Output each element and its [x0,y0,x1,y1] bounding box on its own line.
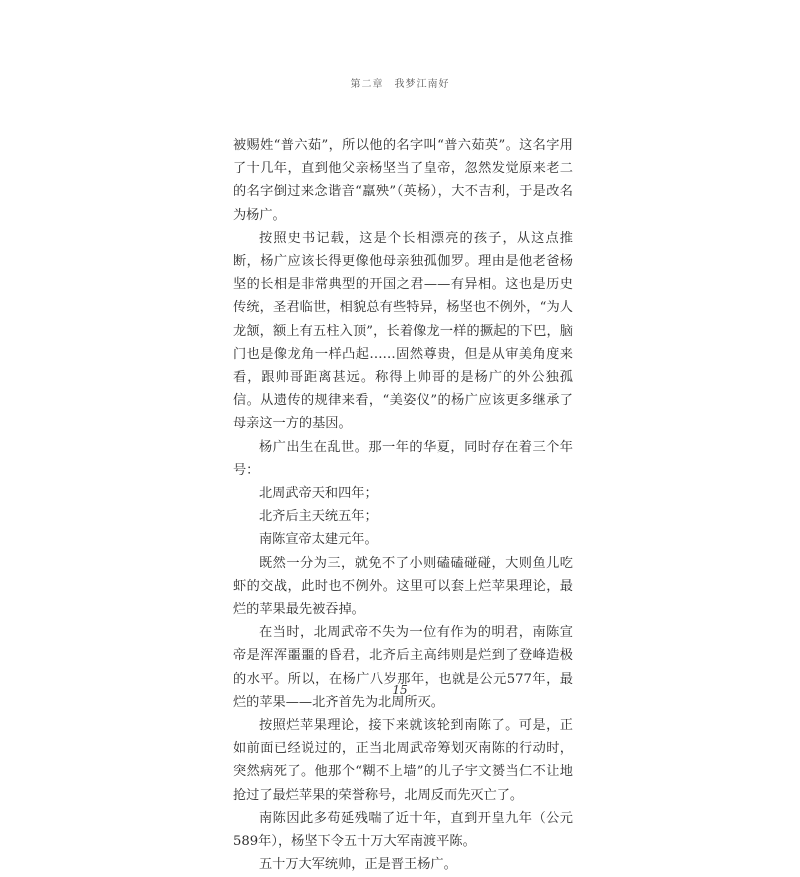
paragraph: 北齐后主天统五年； [259,509,378,525]
paragraph: 按照烂苹果理论，接下来就该轮到南陈了。可是，正如前面已经说过的，正当北周武帝筹划灭南陈的行动时，突然病死了。他那个“糊不上墙”的儿子宇文赟当仁不让地抢过了最烂苹果的荣誉称号，北周反而先灭亡了。 [233,718,573,803]
paragraph: 按照史书记载，这是个长相漂亮的孩子，从这点推断，杨广应该长得更像他母亲独孤伽罗。理由是他老爸杨坚的长相是非常典型的开国之君——有异相。这也是历史传统，圣君临世，相貌总有些特异，杨坚也不例外，“为人龙颔，额上有五柱入顶”，长着像龙一样的撅起的下巴，脑门也是像龙角一样凸起……固然尊贵，但是从审美角度来看，跟帅哥距离甚远。称得上帅哥的是杨广的外公独孤信。从遗传的规律来看，“美姿仪”的杨广应该更多继承了母亲这一方的基因。 [233,230,573,432]
paragraph: 南陈因此多苟延残喘了近十年，直到开皇九年（公元589年），杨坚下令五十万大军南渡平陈。 [233,810,573,850]
paragraph: 五十万大军统帅，正是晋王杨广。 [259,857,457,873]
paragraph: 杨广出生在乱世。那一年的华夏，同时存在着三个年号： [233,439,573,478]
body-text [233,134,573,877]
paragraph: 在当时，北周武帝不失为一位有作为的明君，南陈宣帝是浑浑噩噩的昏君，北齐后主高纬则是烂到了登峰造极的水平。所以，在杨广八岁那年，也就是公元577年，最烂的苹果——北齐首先为北周所灭。 [233,625,573,710]
page-number: 15 [392,683,408,697]
paragraph: 南陈宣帝太建元年。 [259,532,378,548]
paragraph: 被赐姓“普六茹”，所以他的名字叫“普六茹英”。这名字用了十几年，直到他父亲杨坚当了皇帝，忽然发觉原来老二的名字倒过来念谐音“羸殃”（英杨），大不吉利，于是改名为杨广。 [233,138,573,223]
paragraph: 既然一分为三，就免不了小则磕磕碰碰，大则鱼儿吃虾的交战，此时也不例外。这里可以套上烂苹果理论，最烂的苹果最先被吞掉。 [233,555,573,618]
running-head: 第二章 我梦江南好 [350,79,450,90]
paragraph: 北周武帝天和四年； [259,486,378,502]
